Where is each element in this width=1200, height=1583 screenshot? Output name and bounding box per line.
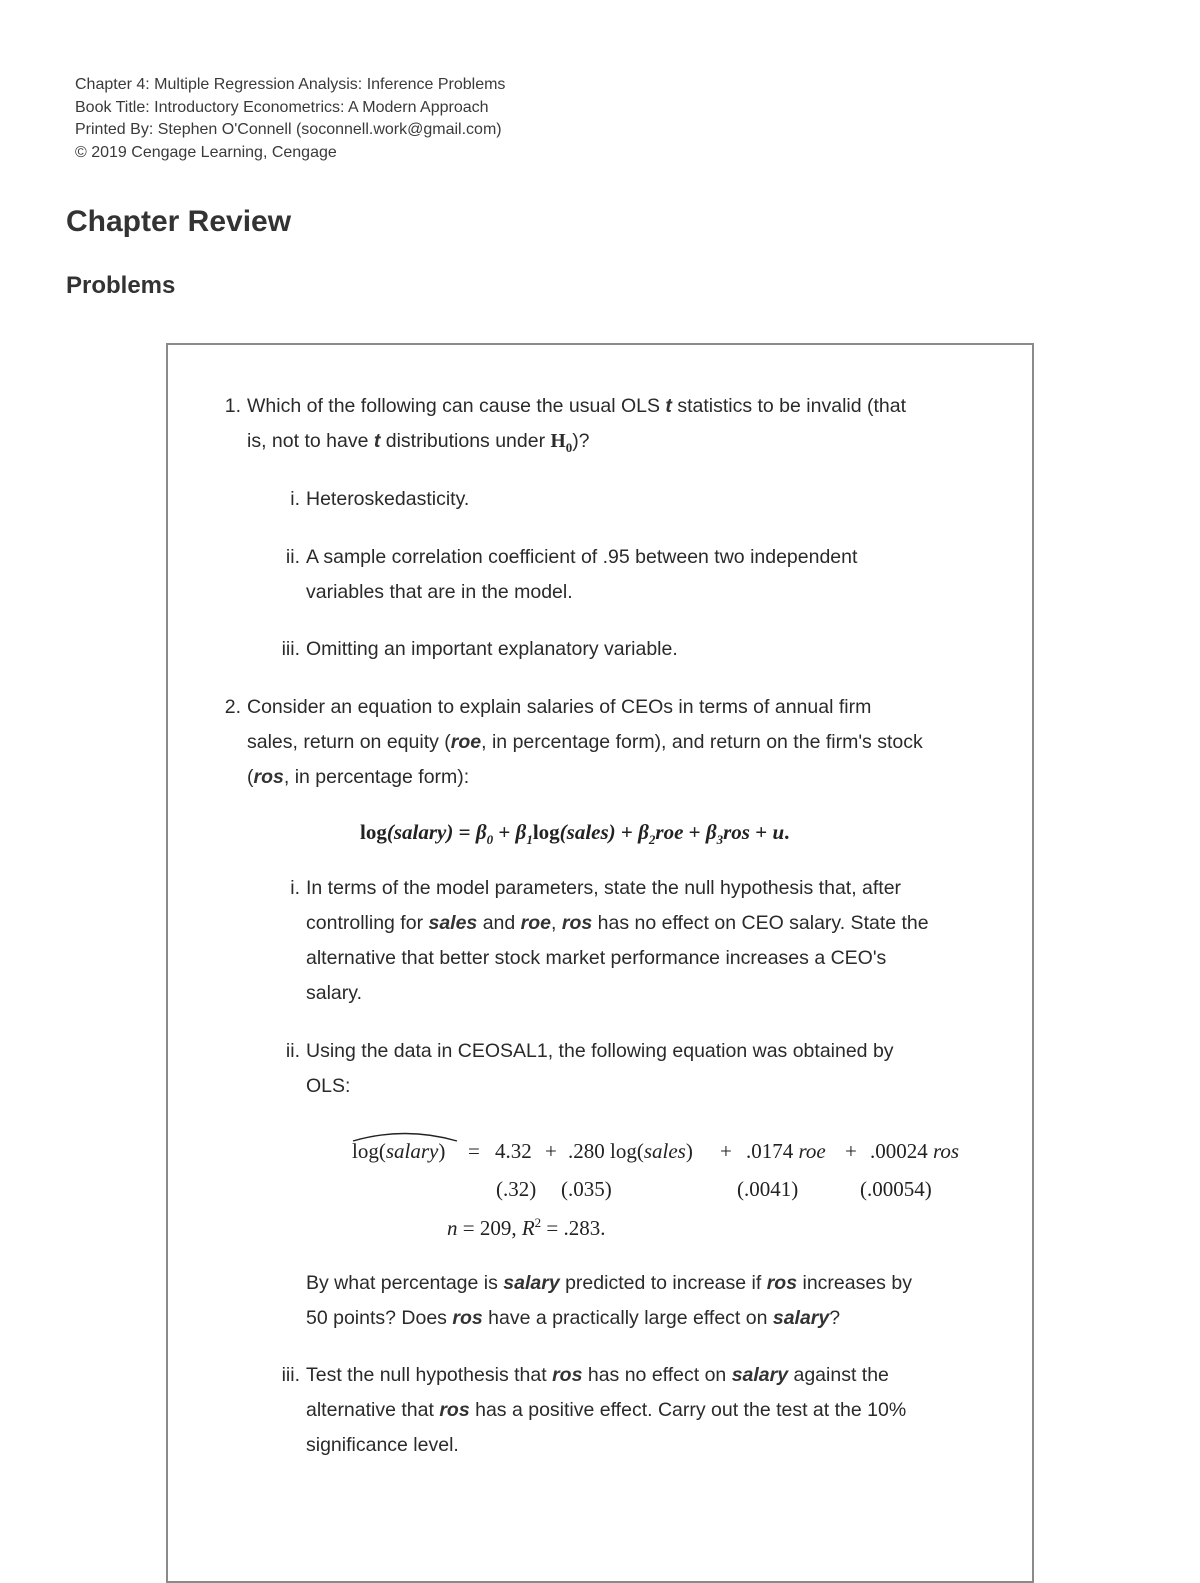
p1-item-line: Omitting an important explanatory variable. [306,638,678,660]
p2i-line: salary. [306,982,362,1004]
p2-part-ii [306,1034,1026,1104]
se-intercept: (.32) [496,1177,537,1201]
p1-text: is, not to have [247,430,374,452]
est-plus: + [720,1139,732,1163]
est-stats: n = 209, $R^2 = .283$. [447,1215,606,1240]
p1-item-number: i. [290,488,300,510]
est-equals: = [468,1139,480,1163]
p1-item [306,540,1026,610]
est-term-sales: .280 log(sales) [568,1139,693,1163]
problem-2-text [247,690,1027,795]
p1-item-line: A sample correlation coefficient of .95 between two independent [306,546,858,568]
p2-part-i: In terms of the model parameters, state the null hypothesis that, after controlling for sales and roe, ros has no effect on CEO salary. State the alternative that better stock market performance increases a CEO's salary. [306,871,1026,1011]
p2-text: , in percentage form), and return on the firm's stock [481,731,923,753]
p2-text: , in percentage form): [283,766,470,788]
document-header [75,74,505,164]
problem-1-text [247,389,1027,465]
var-ros: ros [253,766,284,788]
p1-item-number: iii. [281,638,300,660]
estimated-equation-line1: log(salary) [352,1139,446,1163]
p1-text: )? [572,430,590,452]
p1-text: distributions under [380,430,551,452]
se-sales: (.035) [561,1177,612,1201]
est-plus: + [545,1139,557,1163]
h0-symbol: $H_0$ [550,431,573,455]
p2-part-iii-number: iii. [281,1364,300,1386]
p1-item-line: variables that are in the model. [306,581,573,603]
page-title: Chapter Review [66,205,292,238]
p2ii-line: Using the data in CEOSAL1, the following equation was obtained by [306,1040,894,1062]
p2-part-ii-question: By what percentage is salary predicted to increase if ros increases by 50 points? Does ros have a practically large effect on salary? [306,1272,912,1329]
problem-2-number: 2. [224,696,241,718]
book-title-line: Book Title: Introductory Econometrics: A Modern Approach [75,98,489,116]
copyright-line: © 2019 Cengage Learning, Cengage [75,143,337,161]
est-term-roe: .0174 roe [746,1139,826,1163]
p2-text: Consider an equation to explain salaries of CEOs in terms of annual firm [247,696,872,718]
p2-part-i-number: i. [290,877,300,899]
p2i-line: In terms of the model parameters, state the null hypothesis that, after [306,877,902,899]
p1-text: statistics to be invalid (that [671,395,907,417]
p2-text: ( [247,766,254,788]
p1-item-line: Heteroskedasticity. [306,488,470,510]
p2-text: sales, return on equity ( [247,731,451,753]
printed-by-line: Printed By: Stephen O'Connell (soconnell.work@gmail.com) [75,121,502,138]
p1-t: t [373,430,381,452]
p1-item [306,482,1026,517]
problem-1-number: 1. [224,395,241,417]
p1-item [306,632,1026,667]
p2-part-ii-number: ii. [285,1040,300,1062]
p1-t: t [665,395,672,417]
se-ros: (.00054) [860,1177,932,1201]
model-equation: log(salary) = $\beta_0$ + $\beta_1\log(sales) + \beta_2roe + \beta_3ros + u$. [360,820,790,848]
p1-item-number: ii. [285,546,300,568]
chapter-line: Chapter 4: Multiple Regression Analysis: Inference Problems [75,76,506,93]
p1-text: Which of the following can cause the usual OLS [247,395,666,417]
p2ii-line: OLS: [306,1075,351,1097]
est-plus: + [845,1139,857,1163]
est-intercept: 4.32 [495,1139,532,1163]
se-roe: (.0041) [737,1177,799,1201]
var-roe: roe [450,731,482,753]
section-heading: Problems [66,272,176,299]
p2i-line: alternative that better stock market performance increases a CEO's [306,947,887,969]
est-term-ros: .00024 ros [870,1139,960,1163]
p2-part-iii: Test the null hypothesis that ros has no effect on salary against the alternative that ros has a positive effect. Carry out the test at the 10% significance level. [306,1358,1026,1463]
p2iii-line: significance level. [306,1434,459,1456]
